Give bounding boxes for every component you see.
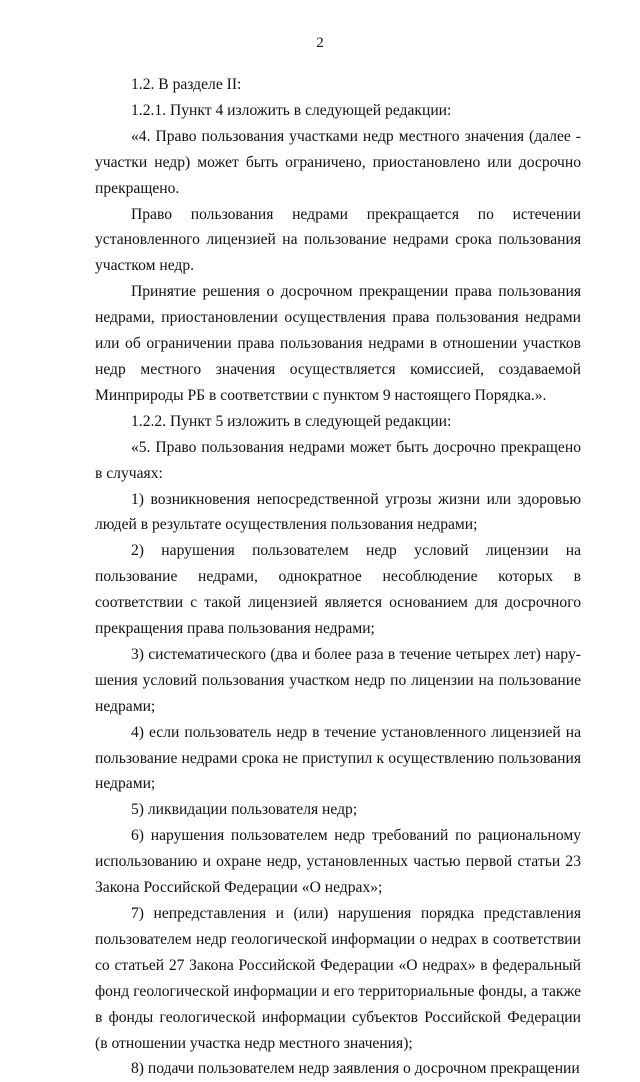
list-item-2: 2) нарушения пользователем недр условий лицензии на пользование недрами, однократное несоблюдение которых в соответствии с такой лицензией является основанием для досрочного прекращения права пользования недрами; — [95, 542, 581, 638]
paragraph-section-heading: 1.2. В разделе II: — [131, 76, 242, 93]
paragraph-item-1-2-2: 1.2.2. Пункт 5 изложить в следующей редакции: — [131, 412, 452, 430]
paragraph-termination-by-expiry: Право пользования недрами прекращается по истечении установленного лицензией на пользование недрами срока пользования участком недр. — [95, 205, 581, 275]
list-item-7: 7) непредставления и (или) нарушения порядка представления пользователем недр геологической информации о недрах в соответствии со статьей 27 Закона Российской Федерации «О недрах» в федеральный фонд геологической информации и его территориальные фонды, а также в фонды геологической информации субъектов Российской Федерации (в отношении участка недр местного значения); — [95, 905, 581, 1052]
paragraph-point-4: «4. Право пользования участками недр местного значения (далее - участки недр) может быть ограничено, приостановлено или досрочно прекращено. — [95, 127, 581, 197]
paragraph-commission-decision: Принятие решения о досрочном прекращении права пользования недрами, приостановлении осуществления права пользования недрами или об ограничении права пользования недрами в отношении участков недр местного значения осуществляется комиссией, создаваемой Минприроды РБ в соответствии с пунктом 9 настоящего Порядка.». — [95, 283, 581, 404]
page-number: 2 — [316, 35, 324, 51]
list-item-8: 8) подачи пользователем недр заявления о досрочном прекращении — [131, 1060, 580, 1078]
list-item-3: 3) систематического (два и более раза в течение четырех лет) нарушения условий пользования участком недр по лицензии на пользование недрами; — [95, 645, 581, 715]
paragraph-item-1-2-1: 1.2.1. Пункт 4 изложить в следующей редакции: — [131, 101, 452, 119]
paragraph-point-5: «5. Право пользования недрами может быть досрочно прекращено в случаях: — [95, 438, 581, 482]
list-item-5: 5) ликвидации пользователя недр; — [131, 801, 358, 819]
document-body — [95, 72, 581, 1082]
list-item-4: 4) если пользователь недр в течение установленного лицензией на пользование недрами срока не приступил к осуществлению пользования недрами; — [95, 723, 581, 793]
list-item-1: 1) возникновения непосредственной угрозы жизни или здоровью людей в результате осуществления пользования недрами; — [95, 490, 581, 534]
list-item-6: 6) нарушения пользователем недр требований по рациональному использованию и охране недр, установленных частью первой статьи 23 Закона Российской Федерации «О недрах»; — [95, 827, 581, 897]
